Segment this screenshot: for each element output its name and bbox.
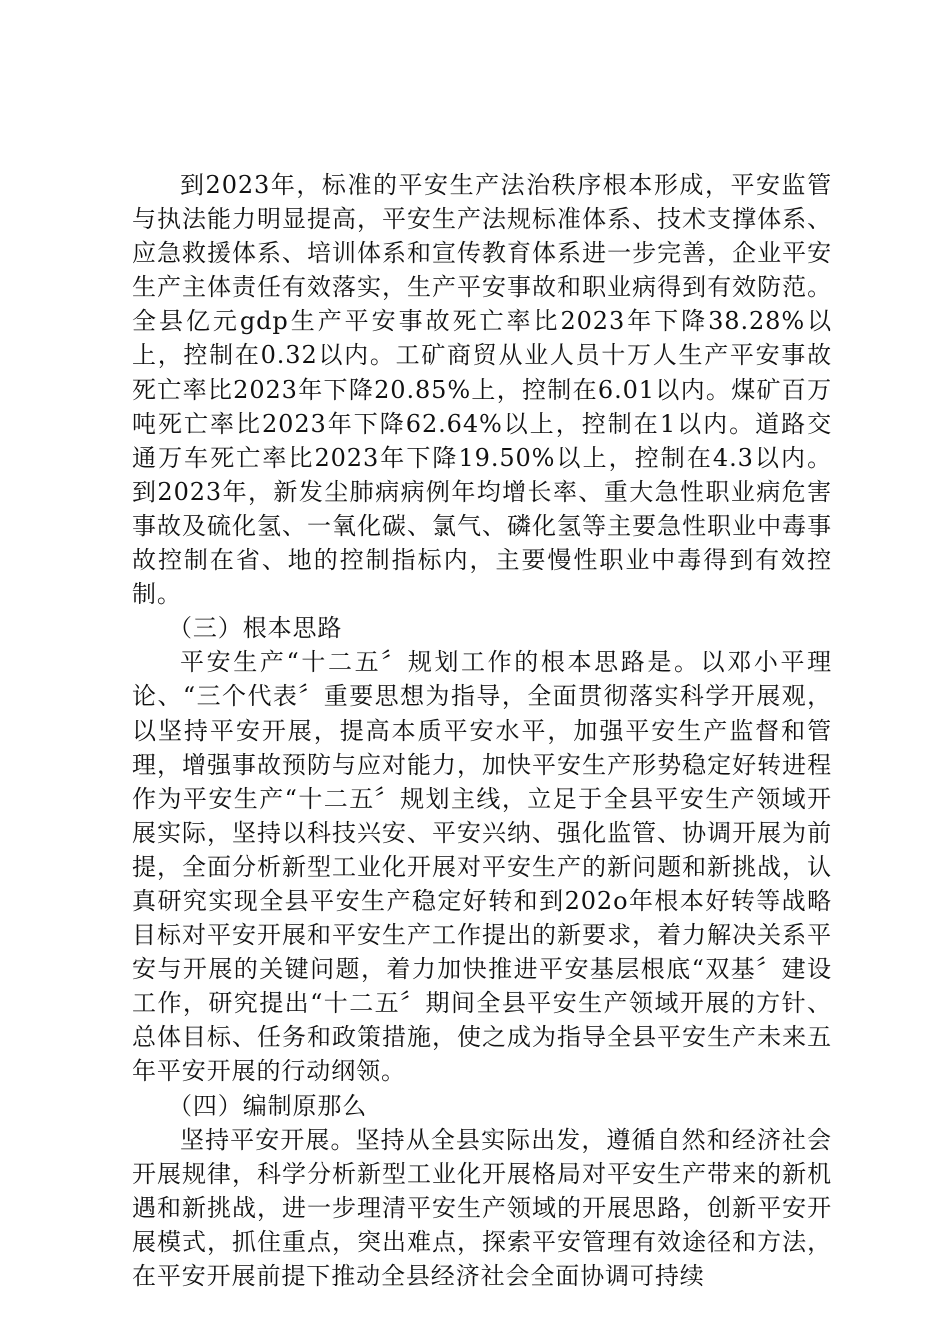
paragraph-principles: 坚持平安开展。坚持从全县实际出发，遵循自然和经济社会开展规律，科学分析新型工业化开展格局对平安生产带来的新机遇和新挑战，进一步理清平安生产领域的开展思路，创新平安开展模式，抓住重点，突出难点，探索平安管理有效途径和方法，在平安开展前提下推动全县经济社会全面协调可持续 [132, 1125, 832, 1290]
paragraph-basic-approach: 平安生产“十二五〞规划工作的根本思路是。以邓小平理论、“三个代表〞重要思想为指导，全面贯彻落实科学开展观，以坚持平安开展，提高本质平安水平，加强平安生产监督和管理，增强事故预防与应对能力，加快平安生产形势稳定好转进程作为平安生产“十二五〞规划主线，立足于全县平安生产领域开展实际，坚持以科技兴安、平安兴纳、强化监管、协调开展为前提，全面分析新型工业化开展对平安生产的新问题和新挑战，认真研究实现全县平安生产稳定好转和到202o年根本好转等战略目标对平安开展和平安生产工作提出的新要求，着力解决关系平安与开展的关键问题，着力加快推进平安基层根底“双基〞建设工作，研究提出“十二五〞期间全县平安生产领域开展的方针、总体目标、任务和政策措施，使之成为指导全县平安生产未来五年平安开展的行动纲领。 [132, 648, 832, 1086]
section-heading-principles: （四）编制原那么 [168, 1091, 368, 1120]
section-heading-basic-approach: （三）根本思路 [168, 614, 343, 643]
document-page [132, 168, 832, 1293]
paragraph-targets: 到2023年，标准的平安生产法治秩序根本形成，平安监管与执法能力明显提高，平安生产法规标准体系、技术支撑体系、应急救援体系、培训体系和宣传教育体系进一步完善，企业平安生产主体责任有效落实，生产平安事故和职业病得到有效防范。全县亿元gdp生产平安事故死亡率比2023年下降38.28%以上，控制在0.32以内。工矿商贸从业人员十万人生产平安事故死亡率比2023年下降20.85%上，控制在6.01以内。煤矿百万吨死亡率比2023年下降62.64%以上，控制在1以内。道路交通万车死亡率比2023年下降19.50%以上，控制在4.3以内。到2023年，新发尘肺病病例年均增长率、重大急性职业病危害事故及硫化氢、一氧化碳、氯气、磷化氢等主要急性职业中毒事故控制在省、地的控制指标内，主要慢性职业中毒得到有效控制。 [132, 171, 832, 609]
